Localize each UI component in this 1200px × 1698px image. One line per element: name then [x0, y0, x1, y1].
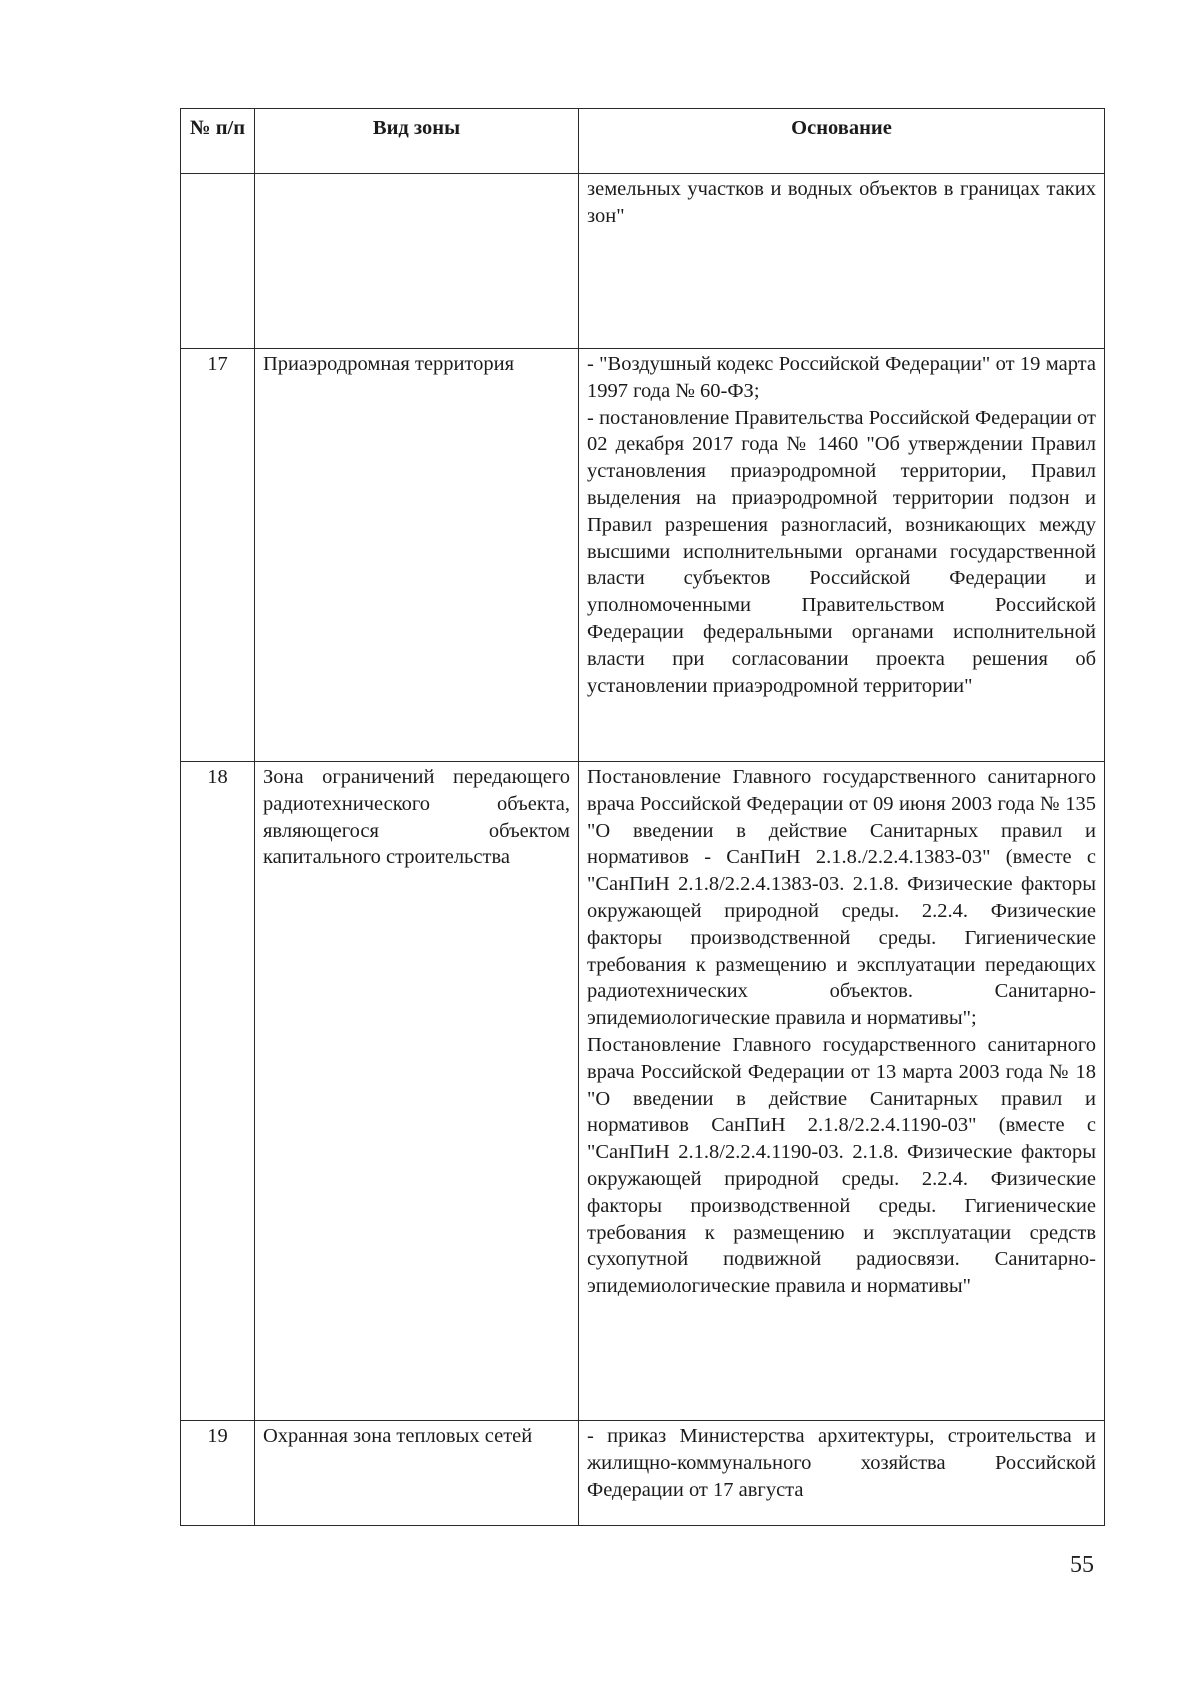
header-basis: Основание [579, 109, 1105, 174]
cell-basis: земельных участков и водных объектов в границах таких зон" [579, 174, 1105, 349]
header-kind: Вид зоны [255, 109, 579, 174]
table-header-row [181, 109, 1105, 174]
cell-basis [579, 349, 1105, 762]
cell-kind [255, 174, 579, 349]
cell-number: 19 [181, 1421, 255, 1526]
table-row [181, 762, 1105, 1421]
zones-table [180, 108, 1105, 1526]
cell-basis [579, 1421, 1105, 1526]
cell-number: 17 [181, 349, 255, 762]
basis-paragraph: - приказ Министерства архитектуры, строительства и жилищно-коммунального хозяйства Российской Федерации от 17 августа [587, 1425, 1096, 1501]
basis-paragraph: - "Воздушный кодекс Российской Федерации" от 19 марта 1997 года № 60-ФЗ; [587, 353, 1096, 402]
table-row [181, 1421, 1105, 1526]
header-number: № п/п [181, 109, 255, 174]
basis-paragraph: Постановление Главного государственного санитарного врача Российской Федерации от 09 июня 2003 года № 135 "О введении в действие Санитарных правил и нормативов - СанПиН 2.1.8./2.2.4.1383-03" (вместе с "СанПиН 2.1.8/2.2.4.1383-03. 2.1.8. Физические факторы окружающей природной среды. 2.2.4. Физические факторы производственной среды. Гигиенические требования к размещению и эксплуатации передающих радиотехнических объектов. Санитарно-эпидемиологические правила и нормативы"; [587, 766, 1096, 1030]
cell-kind: Охранная зона тепловых сетей [255, 1421, 579, 1526]
table-row-continuation [181, 174, 1105, 349]
basis-paragraph: - постановление Правительства Российской Федерации от 02 декабря 2017 года № 1460 "Об утверждении Правил установления приаэродромной территории, Правил выделения на приаэродромной территории подзон и Правил разрешения разногласий, возникающих между высшими исполнительными органами государственной власти субъектов Российской Федерации и уполномоченными Правительством Российской Федерации федеральными органами исполнительной власти при согласовании проекта решения об установлении приаэродромной территории" [587, 406, 1096, 697]
cell-basis [579, 762, 1105, 1421]
page-number: 55 [1070, 1552, 1094, 1578]
basis-paragraph: Постановление Главного государственного санитарного врача Российской Федерации от 13 марта 2003 года № 18 "О введении в действие Санитарных правил и нормативов СанПиН 2.1.8/2.2.4.1190-03" (вместе с "СанПиН 2.1.8/2.2.4.1190-03. 2.1.8. Физические факторы окружающей природной среды. 2.2.4. Физические факторы производственной среды. Гигиенические требования к размещению и эксплуатации средств сухопутной подвижной радиосвязи. Санитарно-эпидемиологические правила и нормативы" [587, 1033, 1096, 1298]
cell-number: 18 [181, 762, 255, 1421]
cell-kind: Зона ограничений передающего радиотехнического объекта, являющегося объектом капитального строительства [255, 762, 579, 1421]
cell-number [181, 174, 255, 349]
cell-kind: Приаэродромная территория [255, 349, 579, 762]
table-row [181, 349, 1105, 762]
